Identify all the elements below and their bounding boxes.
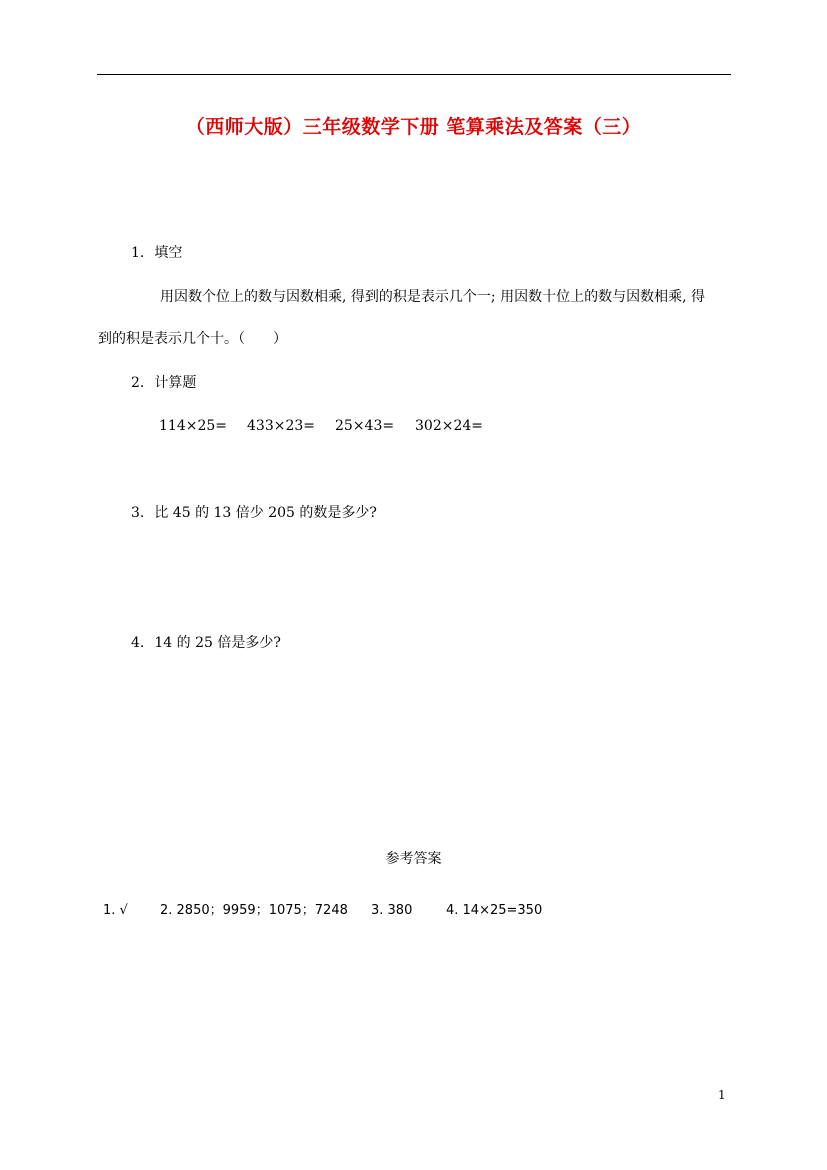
question-1-line-2: 到的积是表示几个十。（ ）	[98, 331, 287, 347]
question-label: 填空	[154, 245, 183, 261]
calc-item: 114×25=	[159, 418, 227, 434]
answer-item: 2. 2850；9959；1075；7248	[160, 903, 348, 918]
question-2-heading	[131, 373, 196, 393]
answer-item: 1. √	[103, 903, 128, 918]
question-label: 计算题	[154, 375, 197, 391]
calc-item: 25×43=	[335, 418, 395, 434]
answers-title: 参考答案	[385, 851, 442, 867]
answer-item: 3. 380	[371, 903, 413, 918]
question-number: 3.	[131, 505, 145, 521]
answer-item: 4. 14×25=350	[446, 903, 543, 918]
question-1-line-1: 用因数个位上的数与因数相乘, 得到的积是表示几个一; 用因数十位上的数与因数相乘, 得	[160, 289, 705, 305]
question-4	[131, 633, 281, 653]
calculation-row	[159, 416, 483, 436]
calc-item: 302×24=	[415, 418, 483, 434]
question-number: 4.	[131, 635, 145, 651]
question-number: 1.	[131, 245, 145, 261]
header-rule	[97, 74, 731, 75]
question-number: 2.	[131, 375, 145, 391]
question-1-heading	[131, 243, 182, 263]
question-3	[131, 503, 377, 523]
answers-row	[103, 901, 542, 921]
page-title: （西师大版）三年级数学下册 笔算乘法及答案（三）	[185, 116, 642, 138]
question-text: 14 的 25 倍是多少?	[154, 635, 281, 651]
question-text: 比 45 的 13 倍少 205 的数是多少?	[154, 505, 377, 521]
page-number: 1	[718, 1088, 726, 1102]
calc-item: 433×23=	[247, 418, 315, 434]
